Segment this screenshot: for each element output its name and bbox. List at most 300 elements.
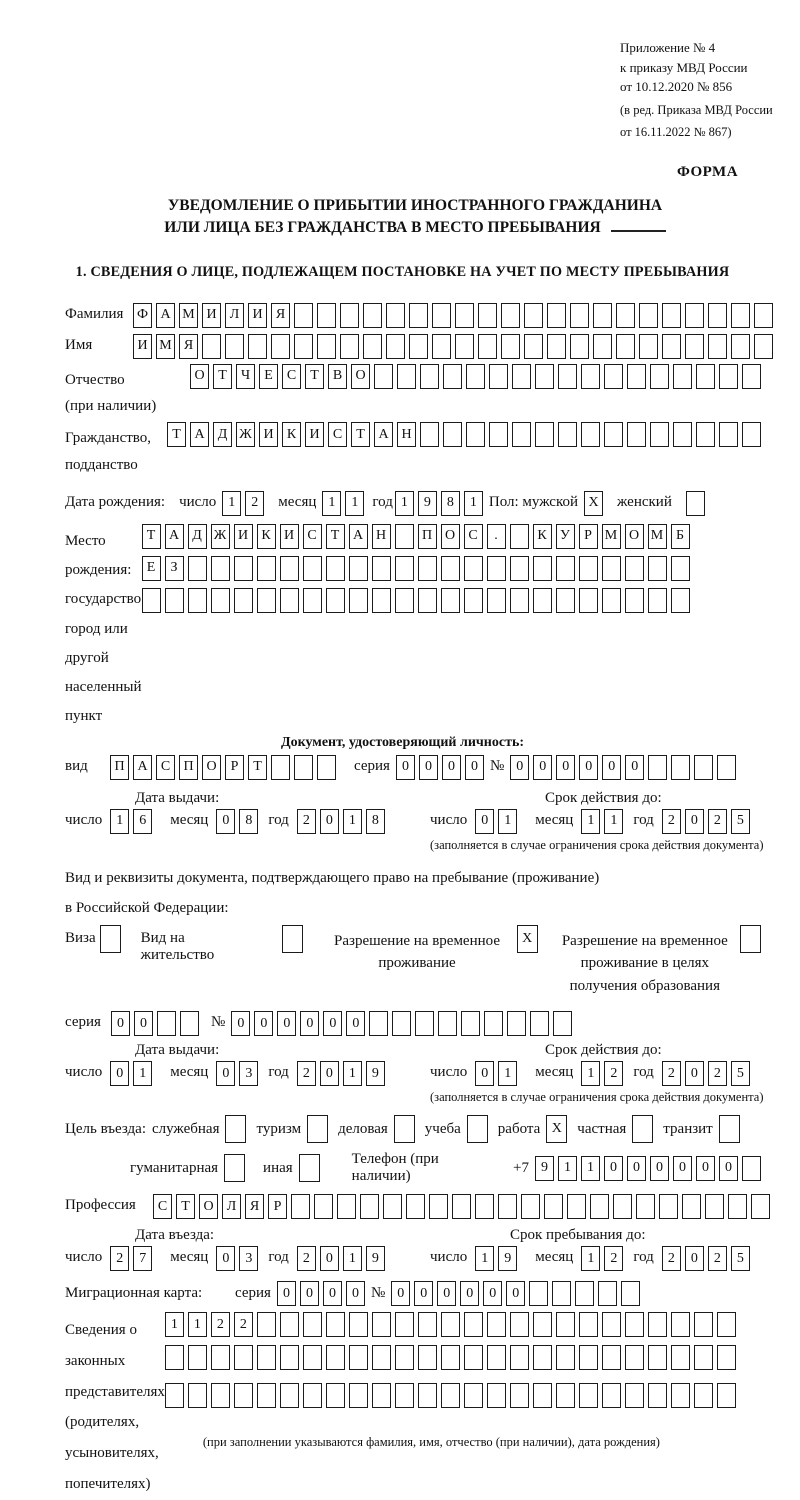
char-cell[interactable] xyxy=(409,303,428,328)
char-cell[interactable]: У xyxy=(556,524,575,549)
char-cell[interactable] xyxy=(717,755,736,780)
char-cell[interactable] xyxy=(234,1383,253,1408)
char-cell[interactable] xyxy=(742,1156,761,1181)
char-cell[interactable] xyxy=(510,588,529,613)
char-cell[interactable] xyxy=(257,1312,276,1337)
char-cell[interactable] xyxy=(418,1345,437,1370)
char-cell[interactable] xyxy=(510,1383,529,1408)
char-cell[interactable]: 3 xyxy=(239,1061,258,1086)
char-cell[interactable]: 1 xyxy=(581,809,600,834)
char-cell[interactable]: Я xyxy=(245,1194,264,1219)
char-cell[interactable] xyxy=(418,556,437,581)
char-cell[interactable] xyxy=(165,588,184,613)
char-cell[interactable] xyxy=(340,334,359,359)
char-cell[interactable] xyxy=(570,303,589,328)
char-cell[interactable]: 0 xyxy=(437,1281,456,1306)
char-cell[interactable] xyxy=(271,334,290,359)
char-cell[interactable]: 2 xyxy=(245,491,264,516)
char-cell[interactable] xyxy=(443,422,462,447)
char-cell[interactable] xyxy=(397,364,416,389)
char-cell[interactable] xyxy=(694,755,713,780)
char-cell[interactable] xyxy=(326,1383,345,1408)
char-cell[interactable]: 8 xyxy=(366,809,385,834)
char-cell[interactable] xyxy=(464,556,483,581)
char-cell[interactable]: Т xyxy=(176,1194,195,1219)
char-cell[interactable]: 1 xyxy=(498,1061,517,1086)
char-cell[interactable] xyxy=(280,1383,299,1408)
char-cell[interactable] xyxy=(627,422,646,447)
char-cell[interactable] xyxy=(510,1312,529,1337)
char-cell[interactable]: А xyxy=(349,524,368,549)
char-cell[interactable]: 0 xyxy=(277,1281,296,1306)
char-cell[interactable] xyxy=(282,925,303,953)
char-cell[interactable] xyxy=(556,1383,575,1408)
char-cell[interactable]: 0 xyxy=(231,1011,250,1036)
char-cell[interactable] xyxy=(395,1383,414,1408)
char-cell[interactable]: 0 xyxy=(323,1011,342,1036)
char-cell[interactable] xyxy=(625,1383,644,1408)
char-cell[interactable]: 1 xyxy=(110,809,129,834)
char-cell[interactable] xyxy=(533,1345,552,1370)
char-cell[interactable] xyxy=(234,588,253,613)
char-cell[interactable] xyxy=(650,422,669,447)
char-cell[interactable] xyxy=(671,556,690,581)
char-cell[interactable] xyxy=(533,556,552,581)
char-cell[interactable] xyxy=(415,1011,434,1036)
char-cell[interactable]: 1 xyxy=(165,1312,184,1337)
char-cell[interactable] xyxy=(224,1154,245,1182)
char-cell[interactable] xyxy=(484,1011,503,1036)
char-cell[interactable]: Д xyxy=(213,422,232,447)
char-cell[interactable]: 6 xyxy=(133,809,152,834)
char-cell[interactable] xyxy=(598,1281,617,1306)
char-cell[interactable]: Т xyxy=(326,524,345,549)
char-cell[interactable] xyxy=(659,1194,678,1219)
char-cell[interactable] xyxy=(533,1383,552,1408)
char-cell[interactable] xyxy=(731,303,750,328)
char-cell[interactable] xyxy=(303,556,322,581)
char-cell[interactable] xyxy=(719,364,738,389)
char-cell[interactable] xyxy=(211,1383,230,1408)
char-cell[interactable] xyxy=(418,588,437,613)
char-cell[interactable] xyxy=(374,364,393,389)
char-cell[interactable]: 2 xyxy=(662,1246,681,1271)
char-cell[interactable] xyxy=(386,303,405,328)
char-cell[interactable]: 9 xyxy=(366,1246,385,1271)
char-cell[interactable] xyxy=(314,1194,333,1219)
char-cell[interactable] xyxy=(632,1115,653,1143)
char-cell[interactable] xyxy=(717,1383,736,1408)
char-cell[interactable]: 1 xyxy=(343,1246,362,1271)
char-cell[interactable]: П xyxy=(110,755,129,780)
char-cell[interactable] xyxy=(510,556,529,581)
char-cell[interactable]: 2 xyxy=(234,1312,253,1337)
char-cell[interactable] xyxy=(441,588,460,613)
char-cell[interactable] xyxy=(705,1194,724,1219)
char-cell[interactable]: 0 xyxy=(134,1011,153,1036)
char-cell[interactable]: Т xyxy=(351,422,370,447)
char-cell[interactable] xyxy=(349,1345,368,1370)
char-cell[interactable] xyxy=(742,422,761,447)
char-cell[interactable]: Е xyxy=(142,556,161,581)
char-cell[interactable]: 0 xyxy=(627,1156,646,1181)
char-cell[interactable] xyxy=(478,334,497,359)
char-cell[interactable]: 0 xyxy=(579,755,598,780)
char-cell[interactable] xyxy=(648,1312,667,1337)
char-cell[interactable] xyxy=(533,588,552,613)
char-cell[interactable]: Т xyxy=(305,364,324,389)
char-cell[interactable] xyxy=(696,364,715,389)
char-cell[interactable] xyxy=(581,364,600,389)
char-cell[interactable] xyxy=(225,1115,246,1143)
char-cell[interactable] xyxy=(455,303,474,328)
char-cell[interactable]: Р xyxy=(268,1194,287,1219)
char-cell[interactable]: 8 xyxy=(239,809,258,834)
char-cell[interactable] xyxy=(547,334,566,359)
char-cell[interactable] xyxy=(432,334,451,359)
char-cell[interactable] xyxy=(625,1345,644,1370)
char-cell[interactable]: Т xyxy=(142,524,161,549)
char-cell[interactable]: 2 xyxy=(297,809,316,834)
char-cell[interactable]: 9 xyxy=(498,1246,517,1271)
char-cell[interactable]: 3 xyxy=(239,1246,258,1271)
char-cell[interactable] xyxy=(340,303,359,328)
char-cell[interactable]: Ф xyxy=(133,303,152,328)
char-cell[interactable] xyxy=(530,1011,549,1036)
char-cell[interactable]: Л xyxy=(225,303,244,328)
char-cell[interactable] xyxy=(731,334,750,359)
char-cell[interactable] xyxy=(501,303,520,328)
char-cell[interactable]: Н xyxy=(372,524,391,549)
char-cell[interactable]: Р xyxy=(225,755,244,780)
char-cell[interactable] xyxy=(719,1115,740,1143)
char-cell[interactable]: 2 xyxy=(297,1246,316,1271)
char-cell[interactable]: О xyxy=(441,524,460,549)
char-cell[interactable] xyxy=(464,1345,483,1370)
char-cell[interactable] xyxy=(420,422,439,447)
char-cell[interactable] xyxy=(544,1194,563,1219)
char-cell[interactable] xyxy=(556,1312,575,1337)
char-cell[interactable]: 2 xyxy=(708,1246,727,1271)
char-cell[interactable]: 0 xyxy=(216,1246,235,1271)
char-cell[interactable] xyxy=(487,1312,506,1337)
char-cell[interactable] xyxy=(717,1312,736,1337)
char-cell[interactable] xyxy=(673,364,692,389)
char-cell[interactable] xyxy=(567,1194,586,1219)
char-cell[interactable] xyxy=(360,1194,379,1219)
char-cell[interactable] xyxy=(441,556,460,581)
char-cell[interactable]: 0 xyxy=(320,1246,339,1271)
char-cell[interactable]: 2 xyxy=(662,809,681,834)
char-cell[interactable] xyxy=(441,1383,460,1408)
char-cell[interactable] xyxy=(662,303,681,328)
char-cell[interactable] xyxy=(257,1383,276,1408)
char-cell[interactable] xyxy=(234,1345,253,1370)
char-cell[interactable] xyxy=(602,1345,621,1370)
char-cell[interactable]: 0 xyxy=(533,755,552,780)
char-cell[interactable] xyxy=(326,1345,345,1370)
char-cell[interactable] xyxy=(294,334,313,359)
char-cell[interactable]: К xyxy=(533,524,552,549)
char-cell[interactable]: И xyxy=(133,334,152,359)
char-cell[interactable]: 1 xyxy=(581,1061,600,1086)
char-cell[interactable] xyxy=(337,1194,356,1219)
char-cell[interactable]: К xyxy=(282,422,301,447)
char-cell[interactable]: 1 xyxy=(343,809,362,834)
char-cell[interactable]: С xyxy=(328,422,347,447)
char-cell[interactable]: Т xyxy=(167,422,186,447)
char-cell[interactable] xyxy=(280,588,299,613)
char-cell[interactable] xyxy=(648,755,667,780)
char-cell[interactable] xyxy=(487,1345,506,1370)
char-cell[interactable]: Б xyxy=(671,524,690,549)
char-cell[interactable] xyxy=(579,1345,598,1370)
char-cell[interactable]: Я xyxy=(271,303,290,328)
char-cell[interactable] xyxy=(581,422,600,447)
char-cell[interactable] xyxy=(157,1011,176,1036)
char-cell[interactable]: 1 xyxy=(475,1246,494,1271)
char-cell[interactable] xyxy=(487,588,506,613)
char-cell[interactable] xyxy=(512,422,531,447)
char-cell[interactable]: 0 xyxy=(625,755,644,780)
char-cell[interactable] xyxy=(291,1194,310,1219)
char-cell[interactable] xyxy=(466,422,485,447)
char-cell[interactable] xyxy=(441,1312,460,1337)
char-cell[interactable]: 1 xyxy=(395,491,414,516)
char-cell[interactable] xyxy=(648,1345,667,1370)
char-cell[interactable] xyxy=(372,556,391,581)
char-cell[interactable] xyxy=(271,755,290,780)
char-cell[interactable]: 0 xyxy=(685,1246,704,1271)
char-cell[interactable]: 1 xyxy=(558,1156,577,1181)
char-cell[interactable] xyxy=(590,1194,609,1219)
char-cell[interactable]: 0 xyxy=(685,1061,704,1086)
char-cell[interactable]: 2 xyxy=(708,1061,727,1086)
char-cell[interactable] xyxy=(372,1383,391,1408)
char-cell[interactable] xyxy=(418,1383,437,1408)
char-cell[interactable] xyxy=(464,1312,483,1337)
char-cell[interactable]: 8 xyxy=(441,491,460,516)
char-cell[interactable] xyxy=(742,364,761,389)
char-cell[interactable] xyxy=(489,364,508,389)
char-cell[interactable] xyxy=(386,334,405,359)
char-cell[interactable]: Д xyxy=(188,524,207,549)
char-cell[interactable] xyxy=(280,556,299,581)
char-cell[interactable] xyxy=(621,1281,640,1306)
char-cell[interactable] xyxy=(529,1281,548,1306)
char-cell[interactable] xyxy=(303,588,322,613)
char-cell[interactable]: А xyxy=(156,303,175,328)
char-cell[interactable] xyxy=(395,1312,414,1337)
char-cell[interactable]: Р xyxy=(579,524,598,549)
char-cell[interactable]: 1 xyxy=(133,1061,152,1086)
char-cell[interactable]: 0 xyxy=(483,1281,502,1306)
char-cell[interactable]: 1 xyxy=(188,1312,207,1337)
char-cell[interactable]: 1 xyxy=(604,809,623,834)
char-cell[interactable]: X xyxy=(584,491,603,516)
char-cell[interactable]: С xyxy=(303,524,322,549)
char-cell[interactable]: 0 xyxy=(442,755,461,780)
char-cell[interactable] xyxy=(570,334,589,359)
char-cell[interactable]: 0 xyxy=(396,755,415,780)
char-cell[interactable]: В xyxy=(328,364,347,389)
char-cell[interactable]: М xyxy=(179,303,198,328)
char-cell[interactable] xyxy=(452,1194,471,1219)
char-cell[interactable] xyxy=(558,422,577,447)
char-cell[interactable] xyxy=(225,334,244,359)
char-cell[interactable]: С xyxy=(464,524,483,549)
char-cell[interactable]: 0 xyxy=(216,809,235,834)
char-cell[interactable] xyxy=(639,303,658,328)
char-cell[interactable] xyxy=(625,1312,644,1337)
char-cell[interactable] xyxy=(719,422,738,447)
char-cell[interactable]: 1 xyxy=(345,491,364,516)
char-cell[interactable] xyxy=(372,1345,391,1370)
char-cell[interactable] xyxy=(625,588,644,613)
char-cell[interactable] xyxy=(475,1194,494,1219)
char-cell[interactable]: 9 xyxy=(366,1061,385,1086)
char-cell[interactable] xyxy=(369,1011,388,1036)
char-cell[interactable] xyxy=(552,1281,571,1306)
char-cell[interactable] xyxy=(349,556,368,581)
char-cell[interactable]: И xyxy=(202,303,221,328)
char-cell[interactable] xyxy=(728,1194,747,1219)
char-cell[interactable] xyxy=(533,1312,552,1337)
char-cell[interactable] xyxy=(467,1115,488,1143)
char-cell[interactable] xyxy=(751,1194,770,1219)
char-cell[interactable] xyxy=(524,303,543,328)
char-cell[interactable] xyxy=(512,364,531,389)
char-cell[interactable] xyxy=(501,334,520,359)
char-cell[interactable]: И xyxy=(305,422,324,447)
char-cell[interactable] xyxy=(363,334,382,359)
char-cell[interactable]: 2 xyxy=(604,1246,623,1271)
char-cell[interactable]: 0 xyxy=(254,1011,273,1036)
char-cell[interactable]: 0 xyxy=(216,1061,235,1086)
char-cell[interactable] xyxy=(303,1383,322,1408)
char-cell[interactable]: 0 xyxy=(346,1281,365,1306)
char-cell[interactable]: 0 xyxy=(110,1061,129,1086)
char-cell[interactable] xyxy=(602,1383,621,1408)
char-cell[interactable] xyxy=(639,334,658,359)
char-cell[interactable] xyxy=(464,1383,483,1408)
char-cell[interactable] xyxy=(429,1194,448,1219)
char-cell[interactable] xyxy=(211,588,230,613)
char-cell[interactable]: Ч xyxy=(236,364,255,389)
char-cell[interactable]: 0 xyxy=(419,755,438,780)
char-cell[interactable] xyxy=(303,1312,322,1337)
char-cell[interactable]: 0 xyxy=(391,1281,410,1306)
char-cell[interactable]: А xyxy=(133,755,152,780)
char-cell[interactable]: 0 xyxy=(111,1011,130,1036)
char-cell[interactable] xyxy=(685,303,704,328)
char-cell[interactable] xyxy=(211,556,230,581)
char-cell[interactable] xyxy=(616,334,635,359)
char-cell[interactable]: 0 xyxy=(320,809,339,834)
char-cell[interactable] xyxy=(487,1383,506,1408)
char-cell[interactable] xyxy=(673,422,692,447)
char-cell[interactable] xyxy=(694,1312,713,1337)
char-cell[interactable] xyxy=(558,364,577,389)
char-cell[interactable]: О xyxy=(202,755,221,780)
char-cell[interactable] xyxy=(202,334,221,359)
char-cell[interactable]: 0 xyxy=(602,755,621,780)
char-cell[interactable] xyxy=(671,755,690,780)
char-cell[interactable] xyxy=(188,1383,207,1408)
char-cell[interactable]: А xyxy=(165,524,184,549)
char-cell[interactable]: . xyxy=(487,524,506,549)
char-cell[interactable] xyxy=(616,303,635,328)
char-cell[interactable] xyxy=(671,588,690,613)
char-cell[interactable] xyxy=(280,1345,299,1370)
char-cell[interactable] xyxy=(604,422,623,447)
char-cell[interactable]: Т xyxy=(213,364,232,389)
char-cell[interactable] xyxy=(317,303,336,328)
char-cell[interactable] xyxy=(317,334,336,359)
char-cell[interactable] xyxy=(553,1011,572,1036)
char-cell[interactable]: 1 xyxy=(498,809,517,834)
char-cell[interactable]: 0 xyxy=(510,755,529,780)
char-cell[interactable] xyxy=(349,588,368,613)
char-cell[interactable] xyxy=(671,1312,690,1337)
char-cell[interactable] xyxy=(717,1345,736,1370)
char-cell[interactable] xyxy=(556,588,575,613)
char-cell[interactable] xyxy=(579,1312,598,1337)
char-cell[interactable] xyxy=(696,422,715,447)
char-cell[interactable] xyxy=(507,1011,526,1036)
char-cell[interactable] xyxy=(349,1383,368,1408)
char-cell[interactable]: 0 xyxy=(320,1061,339,1086)
char-cell[interactable]: С xyxy=(156,755,175,780)
char-cell[interactable] xyxy=(257,1345,276,1370)
char-cell[interactable] xyxy=(556,556,575,581)
char-cell[interactable] xyxy=(372,1312,391,1337)
char-cell[interactable] xyxy=(650,364,669,389)
char-cell[interactable] xyxy=(464,588,483,613)
char-cell[interactable] xyxy=(602,588,621,613)
char-cell[interactable] xyxy=(349,1312,368,1337)
char-cell[interactable]: С xyxy=(282,364,301,389)
char-cell[interactable]: 0 xyxy=(719,1156,738,1181)
char-cell[interactable] xyxy=(613,1194,632,1219)
char-cell[interactable] xyxy=(575,1281,594,1306)
char-cell[interactable] xyxy=(299,1154,320,1182)
char-cell[interactable]: 2 xyxy=(708,809,727,834)
char-cell[interactable] xyxy=(648,1383,667,1408)
char-cell[interactable] xyxy=(188,556,207,581)
char-cell[interactable]: 2 xyxy=(110,1246,129,1271)
char-cell[interactable] xyxy=(443,364,462,389)
char-cell[interactable]: 0 xyxy=(696,1156,715,1181)
char-cell[interactable] xyxy=(547,303,566,328)
char-cell[interactable] xyxy=(694,1383,713,1408)
char-cell[interactable]: 1 xyxy=(581,1246,600,1271)
char-cell[interactable]: И xyxy=(234,524,253,549)
char-cell[interactable] xyxy=(363,303,382,328)
char-cell[interactable] xyxy=(510,1345,529,1370)
char-cell[interactable] xyxy=(303,1345,322,1370)
char-cell[interactable]: 1 xyxy=(322,491,341,516)
char-cell[interactable] xyxy=(394,1115,415,1143)
char-cell[interactable] xyxy=(294,755,313,780)
char-cell[interactable] xyxy=(211,1345,230,1370)
char-cell[interactable] xyxy=(383,1194,402,1219)
char-cell[interactable] xyxy=(708,303,727,328)
char-cell[interactable] xyxy=(648,556,667,581)
char-cell[interactable]: 2 xyxy=(662,1061,681,1086)
char-cell[interactable] xyxy=(372,588,391,613)
char-cell[interactable]: Ж xyxy=(211,524,230,549)
